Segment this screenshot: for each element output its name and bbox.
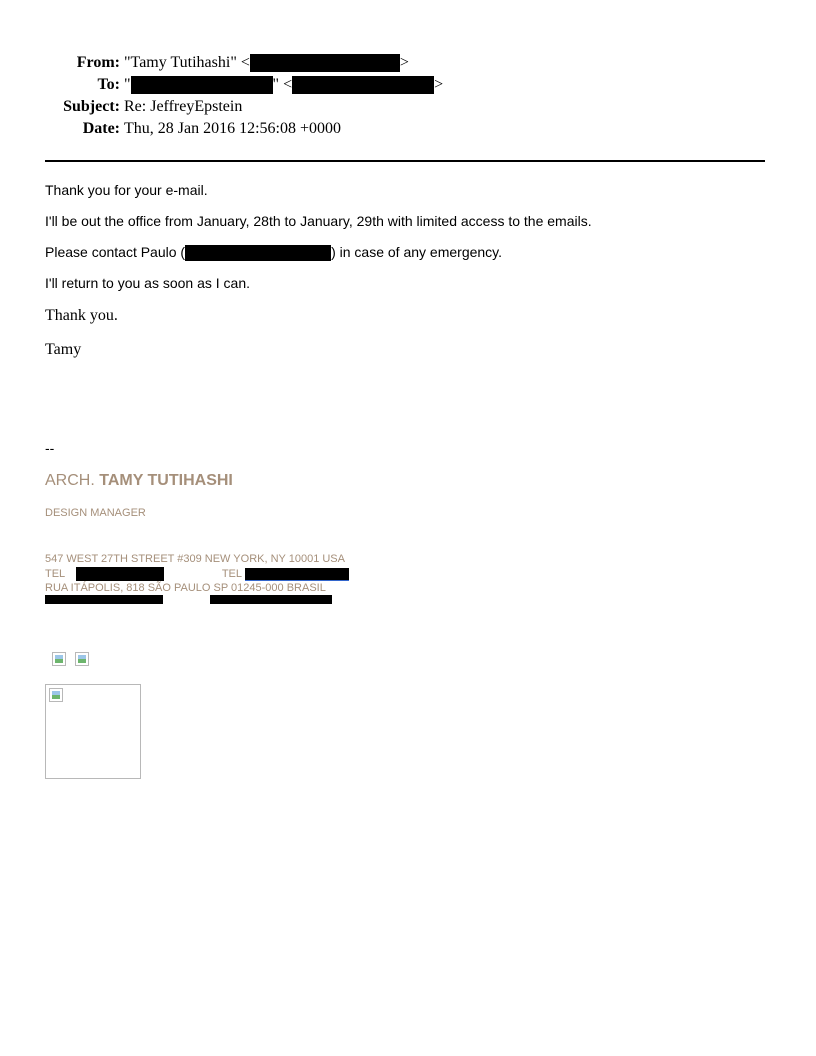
header-divider: [45, 160, 765, 162]
body-line-thank-you: Thank you.: [45, 307, 118, 324]
redacted-from-email: [250, 54, 400, 72]
address-new-york: 547 WEST 27TH STREET #309 NEW YORK, NY 10001 USA: [45, 553, 345, 565]
signature-role: DESIGN MANAGER: [45, 507, 146, 519]
from-label: From:: [76, 54, 120, 71]
subject-value: Re: JeffreyEpstein: [124, 98, 243, 115]
broken-image-icon: [49, 688, 63, 702]
to-row: [0, 76, 443, 94]
signature-name-line: [45, 472, 233, 490]
body-line-out-of-office: I'll be out the office from January, 28th to January, 29th with limited access to the emails.: [45, 213, 592, 229]
from-close: >: [399, 54, 409, 71]
logo-image-placeholder: [45, 684, 141, 779]
broken-image-icon[interactable]: [75, 652, 89, 666]
redacted-to-name: [131, 76, 273, 94]
from-row: [0, 54, 409, 72]
redacted-to-email: [292, 76, 434, 94]
signature-title: ARCH.: [45, 472, 100, 489]
subject-row: [0, 98, 242, 116]
body-line-return: I'll return to you as soon as I can.: [45, 275, 251, 291]
body-line-contact: [45, 244, 502, 261]
body-line-signoff: Tamy: [45, 341, 82, 358]
to-open: ": [124, 76, 131, 93]
subject-label: Subject:: [63, 98, 120, 115]
date-row: [0, 120, 341, 138]
tel-label-br: TEL: [221, 567, 245, 580]
body-line-thanks: Thank you for your e-mail.: [45, 182, 208, 198]
to-label: To:: [97, 76, 120, 93]
contact-after: ) in case of any emergency.: [331, 244, 503, 260]
redacted-contact-info: [185, 245, 331, 261]
signature-separator: --: [45, 440, 55, 456]
tel-row: [45, 567, 349, 581]
address-sao-paulo: RUA ITÁPOLIS, 818 SÃO PAULO SP 01245-000 BRASIL: [45, 582, 326, 594]
date-label: Date:: [82, 120, 120, 137]
date-value: Thu, 28 Jan 2016 12:56:08 +0000: [124, 120, 342, 137]
redacted-tel-br-link[interactable]: [245, 568, 349, 581]
tel-label-ny: TEL: [45, 567, 68, 580]
to-close: >: [434, 76, 444, 93]
signature-name: TAMY TUTIHASHI: [99, 472, 233, 489]
from-value: "Tamy Tutihashi" <: [124, 54, 250, 71]
broken-image-icon[interactable]: [52, 652, 66, 666]
redacted-email-link-2[interactable]: [210, 595, 332, 604]
redacted-email-link-1[interactable]: [45, 595, 163, 604]
contact-before: Please contact Paulo (: [45, 244, 186, 260]
to-mid: " <: [272, 76, 293, 93]
redacted-tel-ny: [76, 567, 164, 581]
